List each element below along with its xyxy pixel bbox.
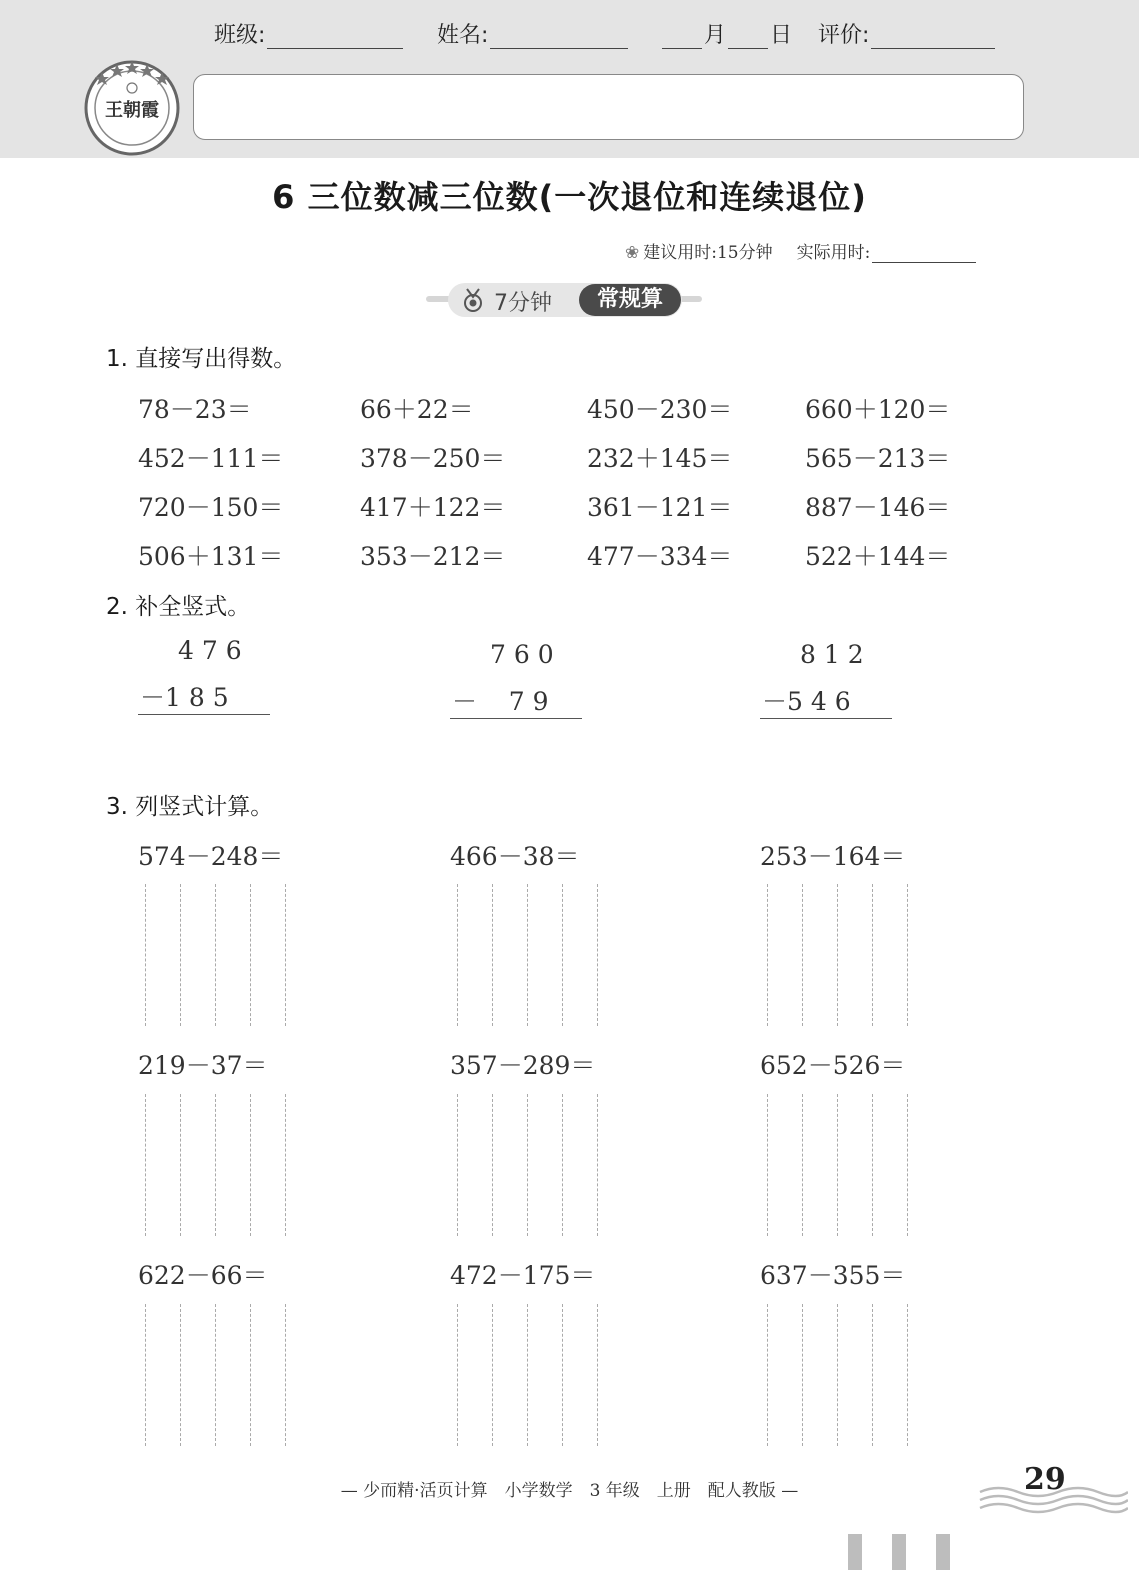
- publisher-logo: [82, 58, 182, 158]
- grid-line: [907, 1094, 908, 1236]
- day-label: 日: [770, 23, 793, 48]
- vertical-bottom-number: －5 4 6: [762, 687, 851, 716]
- class-field[interactable]: [214, 18, 403, 49]
- grid-line: [767, 1304, 768, 1446]
- grid-line: [145, 1304, 146, 1446]
- medal-icon: [462, 287, 484, 317]
- grid-line: [285, 884, 286, 1026]
- q1-expr: 450－230＝: [587, 395, 733, 424]
- actual-time-label: 实际用时:: [796, 243, 871, 263]
- footer-text: — 少而精·活页计算 小学数学 3 年级 上册 配人教版 —: [340, 1481, 799, 1501]
- q1-heading: 1. 直接写出得数。: [106, 346, 297, 372]
- grid-line: [597, 884, 598, 1026]
- grid-line: [492, 1094, 493, 1236]
- vertical-bottom-number: －1 8 5: [140, 683, 229, 712]
- grid-line: [872, 1094, 873, 1236]
- grid-line: [597, 1094, 598, 1236]
- grid-line: [802, 884, 803, 1026]
- q1-expr: 417＋122＝: [360, 493, 506, 522]
- grid-line: [837, 1094, 838, 1236]
- q1-expr: 887－146＝: [805, 493, 951, 522]
- page-number: 29: [1024, 1462, 1066, 1497]
- vertical-line: [138, 714, 270, 715]
- grid-line: [837, 884, 838, 1026]
- actual-time-blank[interactable]: [872, 244, 976, 263]
- grid-line: [907, 884, 908, 1026]
- grid-line: [457, 884, 458, 1026]
- student-info-box: [193, 74, 1024, 140]
- q1-expr: 565－213＝: [805, 444, 951, 473]
- name-blank[interactable]: [490, 26, 628, 49]
- grid-line: [250, 1304, 251, 1446]
- grid-line: [145, 1094, 146, 1236]
- rating-blank[interactable]: [871, 26, 995, 49]
- grid-line: [180, 1094, 181, 1236]
- grid-line: [767, 1094, 768, 1236]
- logo-text: 王朝霞: [105, 100, 159, 121]
- grid-line: [527, 884, 528, 1026]
- vertical-top-number: 7 6 0: [490, 640, 554, 669]
- grid-line: [872, 1304, 873, 1446]
- grid-line: [872, 884, 873, 1026]
- q1-expr: 66＋22＝: [360, 395, 474, 424]
- badge-type: 常规算: [579, 284, 681, 316]
- page-title: 6 三位数减三位数(一次退位和连续退位): [272, 178, 867, 216]
- q3-heading: 3. 列竖式计算。: [106, 794, 274, 820]
- suggested-time: 建议用时:15分钟: [643, 243, 773, 263]
- grid-line: [802, 1304, 803, 1446]
- grid-line: [767, 884, 768, 1026]
- timer-icon: ❀: [625, 243, 640, 263]
- grid-line: [907, 1304, 908, 1446]
- grid-line: [180, 1304, 181, 1446]
- q1-expr: 232＋145＝: [587, 444, 733, 473]
- grid-line: [562, 1304, 563, 1446]
- badge-time: 7分钟: [494, 291, 552, 316]
- edge-bar: [892, 1534, 906, 1570]
- vertical-top-number: 4 7 6: [178, 636, 242, 665]
- name-label: 姓名:: [437, 23, 489, 48]
- grid-line: [215, 884, 216, 1026]
- grid-line: [527, 1304, 528, 1446]
- q1-expr: 361－121＝: [587, 493, 733, 522]
- vertical-line: [760, 718, 892, 719]
- grid-line: [250, 884, 251, 1026]
- grid-line: [457, 1094, 458, 1236]
- q1-expr: 78－23＝: [138, 395, 252, 424]
- q1-expr: 477－334＝: [587, 542, 733, 571]
- rating-label: 评价:: [818, 23, 870, 48]
- rating-field[interactable]: [818, 18, 995, 49]
- month-label: 月: [704, 23, 727, 48]
- grid-line: [492, 884, 493, 1026]
- grid-line: [250, 1094, 251, 1236]
- timing-row: [625, 238, 976, 263]
- grid-line: [562, 1094, 563, 1236]
- class-label: 班级:: [214, 23, 266, 48]
- edge-bar: [848, 1534, 862, 1570]
- name-field[interactable]: [437, 18, 628, 49]
- q1-expr: 522＋144＝: [805, 542, 951, 571]
- q3-expr: 219－37＝: [138, 1051, 268, 1080]
- grid-line: [527, 1094, 528, 1236]
- grid-line: [145, 884, 146, 1026]
- vertical-line: [450, 718, 582, 719]
- q3-expr: 253－164＝: [760, 842, 906, 871]
- q1-expr: 660＋120＝: [805, 395, 951, 424]
- q3-expr: 466－38＝: [450, 842, 580, 871]
- q3-expr: 637－355＝: [760, 1261, 906, 1290]
- q3-expr: 472－175＝: [450, 1261, 596, 1290]
- grid-line: [215, 1304, 216, 1446]
- q3-expr: 357－289＝: [450, 1051, 596, 1080]
- q3-expr: 622－66＝: [138, 1261, 268, 1290]
- grid-line: [180, 884, 181, 1026]
- grid-line: [597, 1304, 598, 1446]
- q3-expr: 652－526＝: [760, 1051, 906, 1080]
- q1-expr: 452－111＝: [138, 444, 284, 473]
- q1-expr: 720－150＝: [138, 493, 284, 522]
- q1-expr: 506＋131＝: [138, 542, 284, 571]
- grid-line: [215, 1094, 216, 1236]
- grid-line: [285, 1304, 286, 1446]
- day-blank[interactable]: [728, 26, 768, 49]
- q1-expr: 353－212＝: [360, 542, 506, 571]
- grid-line: [457, 1304, 458, 1446]
- q1-expr: 378－250＝: [360, 444, 506, 473]
- vertical-top-number: 8 1 2: [800, 640, 864, 669]
- grid-line: [492, 1304, 493, 1446]
- grid-line: [562, 884, 563, 1026]
- grid-line: [285, 1094, 286, 1236]
- grid-line: [837, 1304, 838, 1446]
- month-blank[interactable]: [662, 26, 702, 49]
- q2-heading: 2. 补全竖式。: [106, 594, 251, 620]
- grid-line: [802, 1094, 803, 1236]
- edge-bar: [936, 1534, 950, 1570]
- date-field[interactable]: [662, 18, 792, 49]
- vertical-bottom-number: － 7 9: [452, 687, 549, 716]
- q3-expr: 574－248＝: [138, 842, 284, 871]
- class-blank[interactable]: [267, 26, 403, 49]
